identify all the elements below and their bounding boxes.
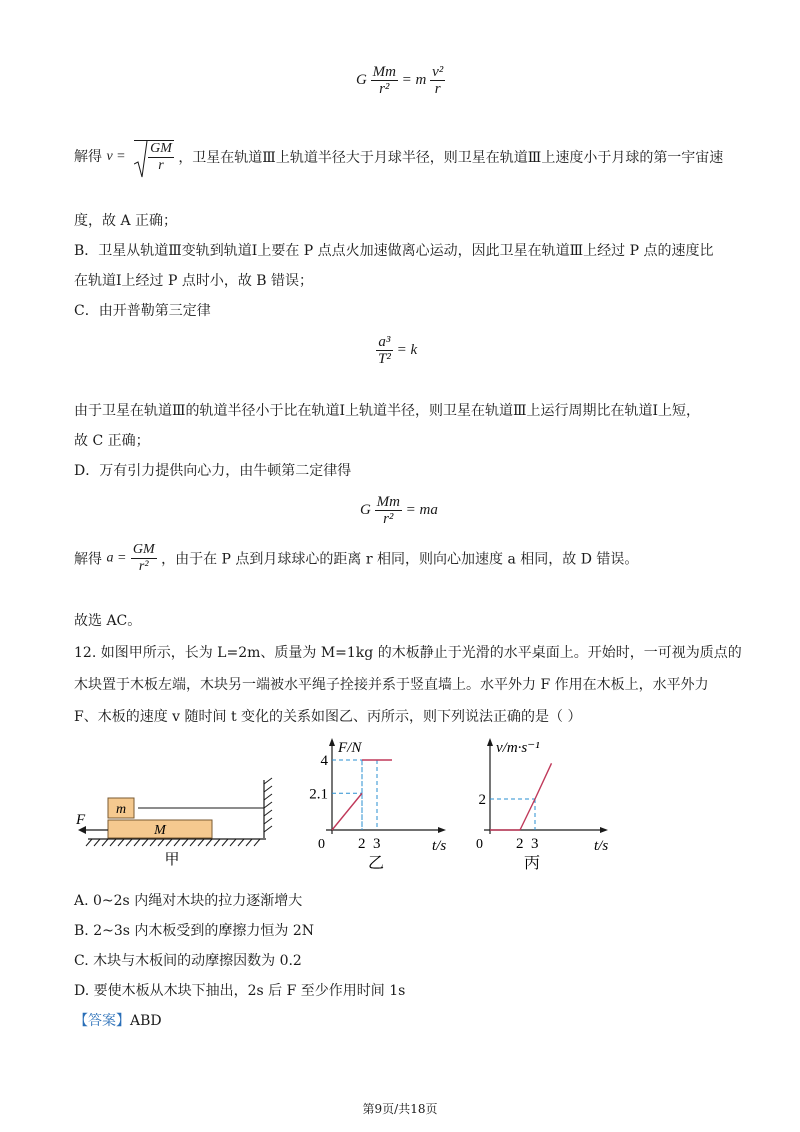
y-tick-label: 4 [320,753,328,769]
eq1-rhs-fraction: $\frac{\text{v²}}{r}$ [432,64,444,97]
wall-hatch [264,778,272,832]
paragraph-conclusion: 故选 AC。 [74,613,142,629]
series-segment [535,763,552,799]
figure-jia-caption: 甲 [164,852,180,868]
equation-kepler-third [376,334,417,367]
option-b: B. 2~3s 内木板受到的摩擦力恒为 2N [74,923,314,939]
x-tick-label: 2 [516,836,524,852]
x-tick-label: 3 [531,836,539,852]
series-segment [520,799,535,830]
v-equals: v = [106,149,126,164]
option-c: C. 木块与木板间的动摩擦因数为 0.2 [74,953,302,969]
paragraph-solution-v [74,140,723,174]
eq2-rhs: = k [396,341,418,358]
chart-caption: 乙 [367,855,385,872]
big-block-label: M [154,823,166,838]
answer-tag: 【答案】 [74,1013,130,1029]
y-axis-arrow [487,738,493,746]
solution-a-fraction: $\frac{GM}{\text{r²}}$ [132,542,155,574]
paragraph-option-d-line1: D．万有引力提供向心力，由牛顿第二定律得 [74,463,352,479]
page-footer: 第9页/共18页 [362,1102,438,1116]
paragraph-solution-a: 解得 a = $\frac{GM}{\text{r²}}$ ，由于在 P 点到月球球心的距离 r 相同，则向心加速度 a 相同，故 D 错误。 [74,542,639,574]
answer-value: ABD [130,1013,162,1029]
origin-label: 0 [476,837,483,852]
paragraph-option-c-line1: C．由开普勒第三定律 [74,303,211,319]
series-segment [332,793,362,830]
paragraph-option-b-line2: 在轨道Ⅰ上经过 P 点时小，故 B 错误； [74,273,314,289]
question-12-line3: F、木板的速度 v 随时间 t 变化的关系如图乙、丙所示，则下列说法正确的是（ ） [74,709,582,725]
equation-newton-second: G $\frac{Mm}{\text{r²}}$ = ma [360,494,438,527]
small-block-label: m [115,802,127,817]
solve-prefix: 解得 [74,149,102,165]
paragraph-option-c-line3: 故 C 正确； [74,433,150,449]
x-tick-label: 2 [358,836,366,852]
y-axis-arrow [329,738,335,746]
chart-bing-velocity-vs-time [454,728,614,876]
y-tick-label: 2 [478,792,486,808]
question-12-line1: 12. 如图甲所示，长为 L=2m、质量为 M=1kg 的木板静止于光滑的水平桌面上。开始时，一可视为质点的 [74,645,742,661]
chart-caption: 丙 [523,855,541,872]
eq2-fraction: $\frac{\text{a³}}{\text{T²}}$ [378,334,391,367]
x-axis-label: t/s [432,838,447,854]
eq1-rhs-coef: = m [401,71,427,88]
origin-label: 0 [318,837,325,852]
eq1-lhs-fraction: $\frac{Mm}{\text{r²}}$ [372,64,396,97]
x-axis-label: t/s [594,838,609,854]
figure-jia-board-diagram [70,770,280,870]
equation-gravity-centripetal [356,64,445,97]
paragraph-option-b-line1: B．卫星从轨道Ⅲ变轨到轨道Ⅰ上要在 P 点点火加速做离心运动，因此卫星在轨道Ⅲ上经过 P 点的速度比 [74,243,714,259]
y-axis-label: F/N [338,740,362,756]
sqrt-expression: $\frac{GM}{r}$ [134,140,174,174]
x-tick-label: 3 [373,836,381,852]
y-axis-label: v/m·s⁻¹ [496,740,540,756]
option-a: A. 0~2s 内绳对木块的拉力逐渐增大 [74,893,303,909]
x-axis-arrow [600,827,608,833]
eq1-coef: G [356,71,367,88]
solution-v-text: ，卫星在轨道Ⅲ上轨道半径大于月球半径，则卫星在轨道Ⅲ上速度小于月球的第一宇宙速 [178,150,724,166]
eq3-fraction: $\frac{Mm}{\text{r²}}$ [376,494,400,527]
paragraph-a-correct: 度，故 A 正确； [74,213,178,229]
x-axis-arrow [438,827,446,833]
chart-yi-force-vs-time [296,728,452,876]
ground-hatch [86,839,260,846]
sqrt-sign [134,140,148,178]
question-12-line2: 木块置于木板左端，木块另一端被水平绳子拴接并系于竖直墙上。水平外力 F 作用在木板上，水平外力 [74,677,709,693]
paragraph-option-c-line2: 由于卫星在轨道Ⅲ的轨道半径小于比在轨道Ⅰ上轨道半径，则卫星在轨道Ⅲ上运行周期比在轨道Ⅰ上短， [74,403,701,419]
y-tick-label: 2.1 [309,786,328,803]
force-label: F [76,812,86,828]
answer-line [74,1010,162,1030]
option-d: D. 要使木板从木块下抽出，2s 后 F 至少作用时间 1s [74,983,406,999]
